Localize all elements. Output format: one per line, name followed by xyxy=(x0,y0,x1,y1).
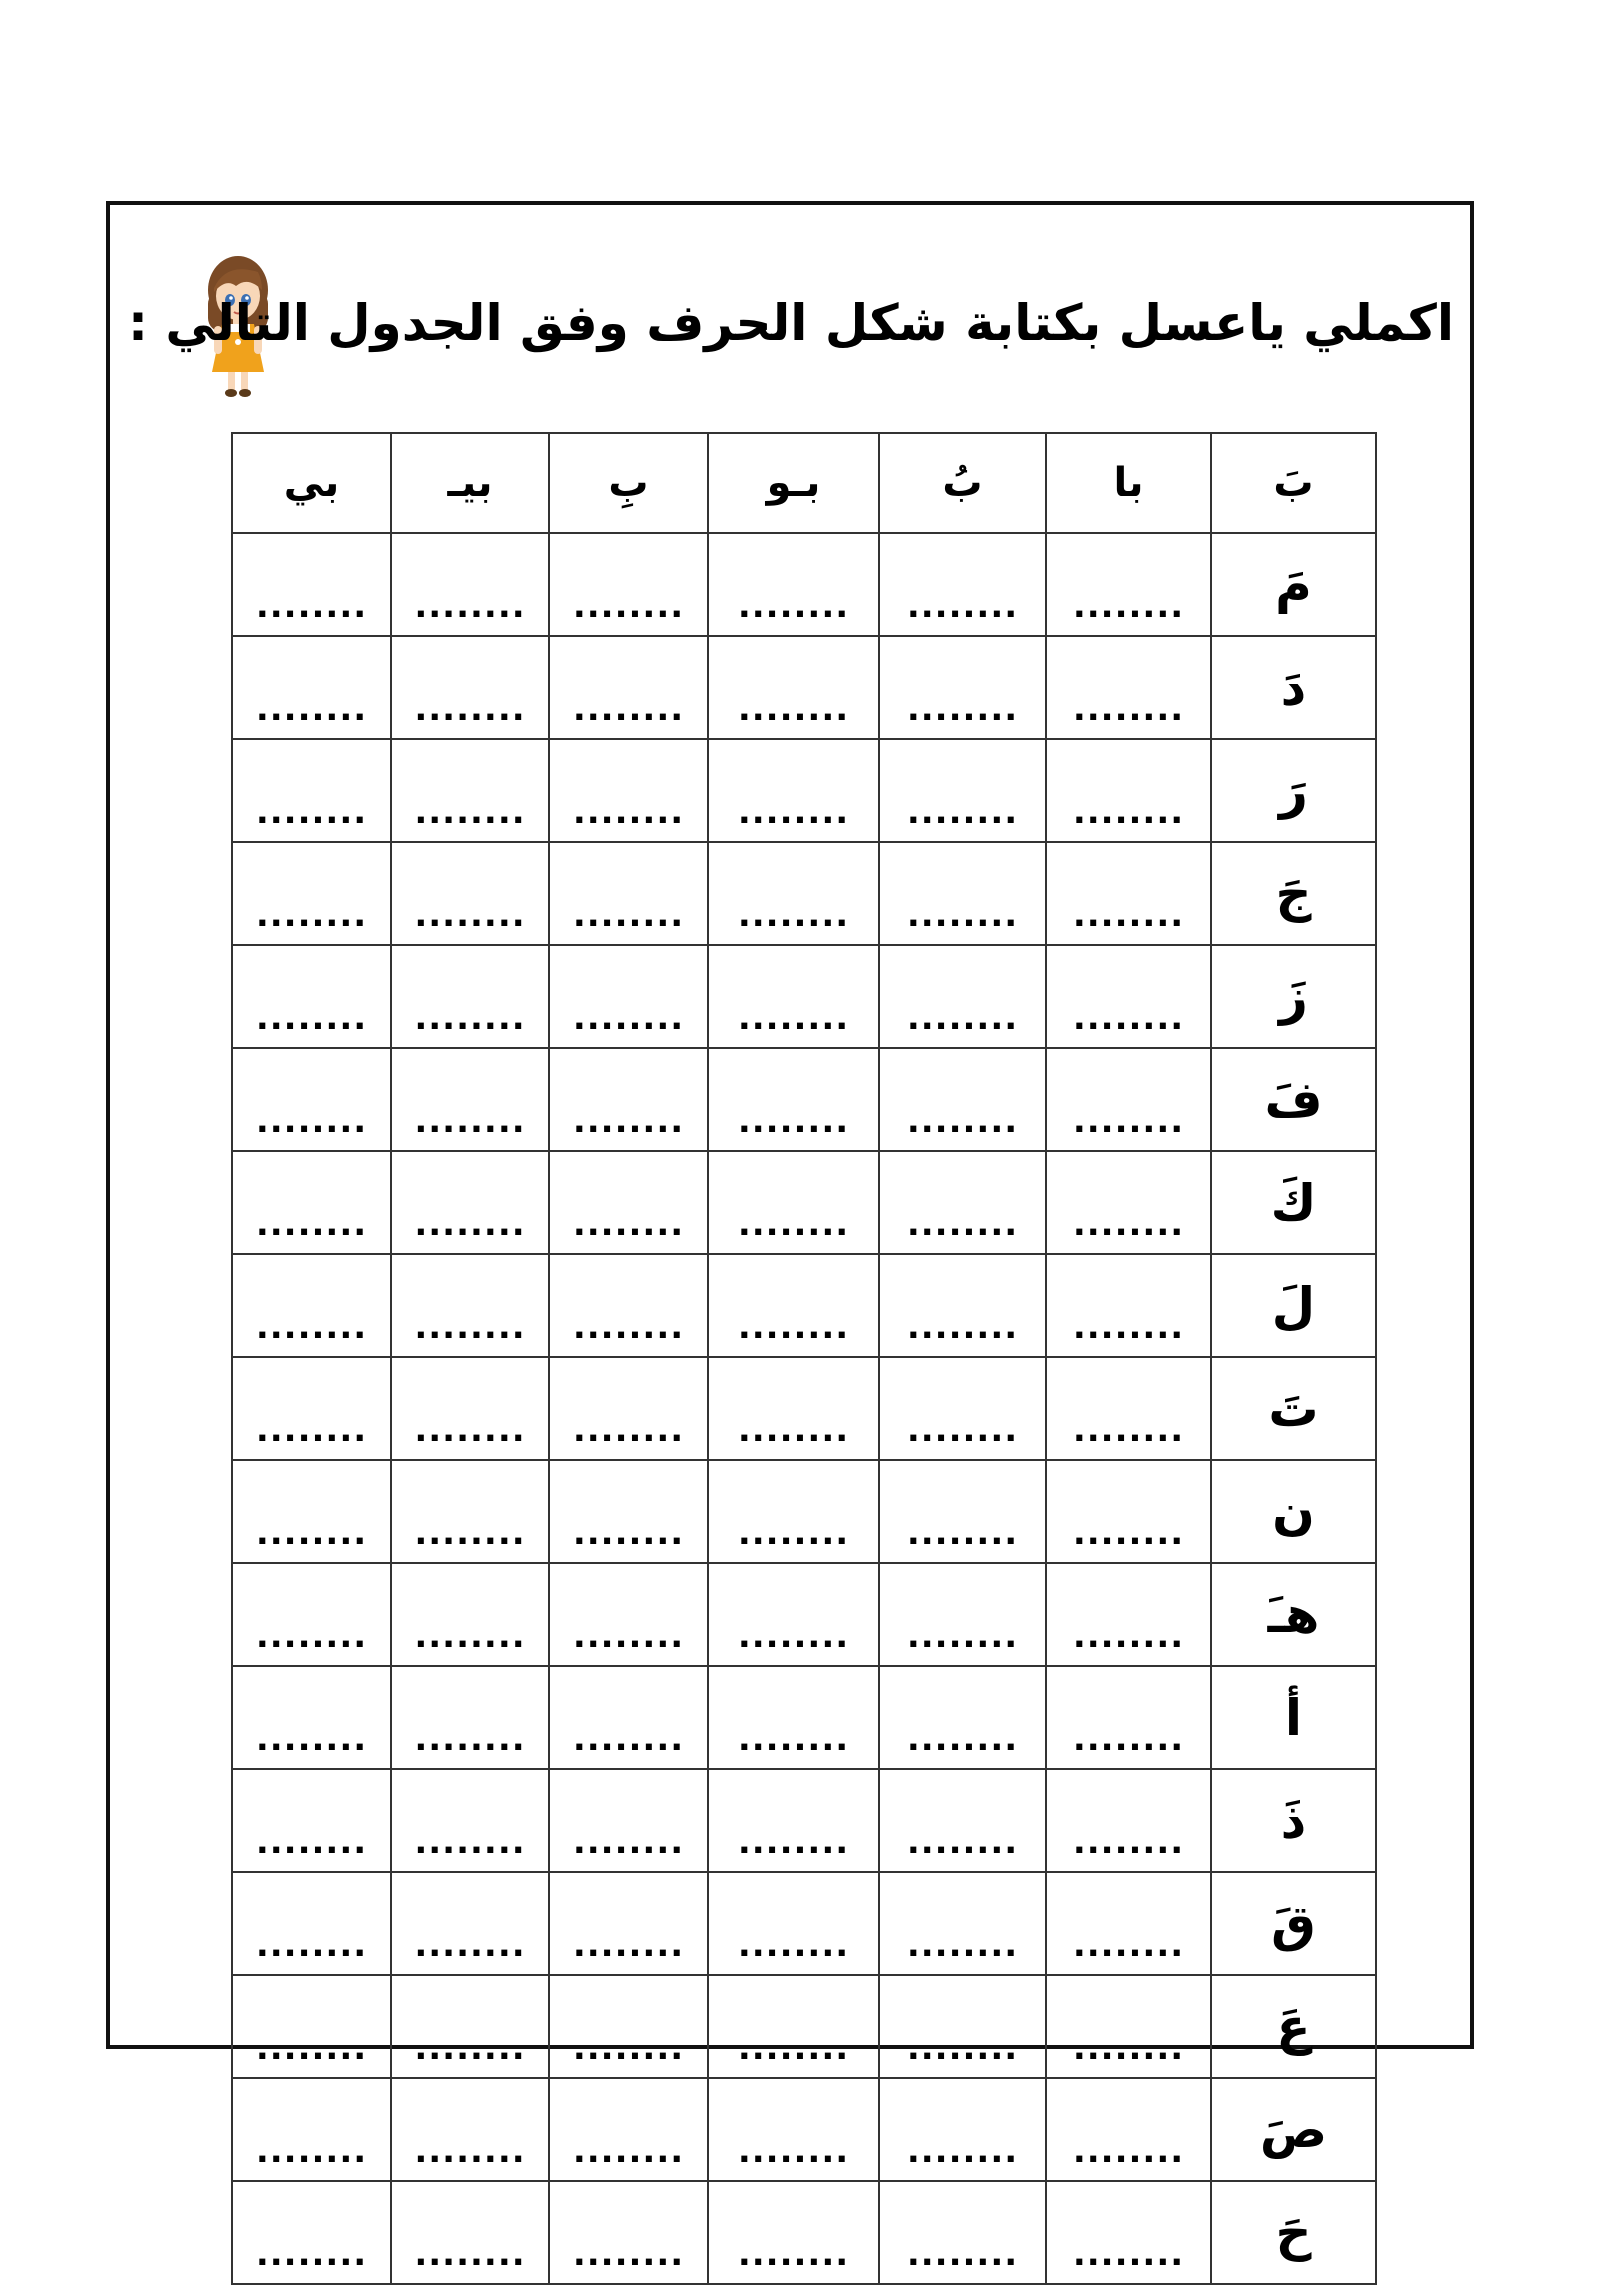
answer-blank[interactable]: ........ xyxy=(708,533,879,636)
answer-blank[interactable]: ........ xyxy=(1046,1048,1211,1151)
answer-blank[interactable]: ........ xyxy=(549,2181,708,2284)
answer-blank[interactable]: ........ xyxy=(1046,842,1211,945)
letter-cell: لَ xyxy=(1211,1254,1376,1357)
answer-blank[interactable]: ........ xyxy=(708,842,879,945)
table-row xyxy=(232,739,1376,842)
answer-blank[interactable]: ........ xyxy=(708,2078,879,2181)
table-row xyxy=(232,636,1376,739)
letter-cell: جَ xyxy=(1211,842,1376,945)
table-row xyxy=(232,1666,1376,1769)
answer-blank[interactable]: ........ xyxy=(879,842,1046,945)
answer-blank[interactable]: ........ xyxy=(549,636,708,739)
answer-blank[interactable]: ........ xyxy=(391,1872,549,1975)
answer-blank[interactable]: ........ xyxy=(708,1048,879,1151)
table-row xyxy=(232,533,1376,636)
answer-blank[interactable]: ........ xyxy=(232,1048,391,1151)
answer-blank[interactable]: ........ xyxy=(391,739,549,842)
answer-blank[interactable]: ........ xyxy=(549,1872,708,1975)
answer-blank[interactable]: ........ xyxy=(708,945,879,1048)
answer-blank[interactable]: ........ xyxy=(1046,1563,1211,1666)
answer-blank[interactable]: ........ xyxy=(232,2181,391,2284)
answer-blank[interactable]: ........ xyxy=(1046,945,1211,1048)
answer-blank[interactable]: ........ xyxy=(879,1769,1046,1872)
answer-blank[interactable]: ........ xyxy=(391,945,549,1048)
table-row xyxy=(232,2181,1376,2284)
answer-blank[interactable]: ........ xyxy=(879,1975,1046,2078)
answer-blank[interactable]: ........ xyxy=(1046,739,1211,842)
header-cell: بَ xyxy=(1211,433,1376,533)
letter-cell: صَ xyxy=(1211,2078,1376,2181)
answer-blank[interactable]: ........ xyxy=(391,1254,549,1357)
answer-blank[interactable]: ........ xyxy=(879,1151,1046,1254)
table-row xyxy=(232,2078,1376,2181)
answer-blank[interactable]: ........ xyxy=(391,1151,549,1254)
answer-blank[interactable]: ........ xyxy=(391,1666,549,1769)
answer-blank[interactable]: ........ xyxy=(1046,1666,1211,1769)
letter-cell: تَ xyxy=(1211,1357,1376,1460)
answer-blank[interactable]: ........ xyxy=(391,636,549,739)
answer-blank[interactable]: ........ xyxy=(232,945,391,1048)
answer-blank[interactable]: ........ xyxy=(708,1563,879,1666)
header-cell: بي xyxy=(232,433,391,533)
answer-blank[interactable]: ........ xyxy=(549,1048,708,1151)
answer-blank[interactable]: ........ xyxy=(391,1357,549,1460)
answer-blank[interactable]: ........ xyxy=(1046,1872,1211,1975)
answer-blank[interactable]: ........ xyxy=(708,1666,879,1769)
answer-blank[interactable]: ........ xyxy=(708,1151,879,1254)
letter-cell: هـَ xyxy=(1211,1563,1376,1666)
answer-blank[interactable]: ........ xyxy=(879,1460,1046,1563)
answer-blank[interactable]: ........ xyxy=(549,1254,708,1357)
answer-blank[interactable]: ........ xyxy=(391,1048,549,1151)
answer-blank[interactable]: ........ xyxy=(879,1357,1046,1460)
answer-blank[interactable]: ........ xyxy=(708,1872,879,1975)
letter-cell: كَ xyxy=(1211,1151,1376,1254)
answer-blank[interactable]: ........ xyxy=(1046,636,1211,739)
answer-blank[interactable]: ........ xyxy=(879,636,1046,739)
table-row xyxy=(232,1254,1376,1357)
answer-blank[interactable]: ........ xyxy=(879,533,1046,636)
answer-blank[interactable]: ........ xyxy=(708,1254,879,1357)
answer-blank[interactable]: ........ xyxy=(879,1254,1046,1357)
answer-blank[interactable]: ........ xyxy=(549,842,708,945)
letter-cell: عَ xyxy=(1211,1975,1376,2078)
answer-blank[interactable]: ........ xyxy=(708,636,879,739)
letter-cell: زَ xyxy=(1211,945,1376,1048)
letter-cell: رَ xyxy=(1211,739,1376,842)
answer-blank[interactable]: ........ xyxy=(549,1975,708,2078)
answer-blank[interactable]: ........ xyxy=(391,842,549,945)
answer-blank[interactable]: ........ xyxy=(708,1975,879,2078)
table-row xyxy=(232,945,1376,1048)
answer-blank[interactable]: ........ xyxy=(549,1460,708,1563)
answer-blank[interactable]: ........ xyxy=(391,1975,549,2078)
answer-blank[interactable]: ........ xyxy=(1046,1460,1211,1563)
answer-blank[interactable]: ........ xyxy=(391,533,549,636)
letter-cell: دَ xyxy=(1211,636,1376,739)
answer-blank[interactable]: ........ xyxy=(391,1460,549,1563)
answer-blank[interactable]: ........ xyxy=(391,1769,549,1872)
answer-blank[interactable]: ........ xyxy=(1046,1357,1211,1460)
answer-blank[interactable]: ........ xyxy=(1046,2078,1211,2181)
letter-cell: مَ xyxy=(1211,533,1376,636)
answer-blank[interactable]: ........ xyxy=(1046,1151,1211,1254)
header-cell: بيـ xyxy=(391,433,549,533)
answer-blank[interactable]: ........ xyxy=(879,1666,1046,1769)
table-row xyxy=(232,1048,1376,1151)
answer-blank[interactable]: ........ xyxy=(879,1872,1046,1975)
table-row xyxy=(232,842,1376,945)
answer-blank[interactable]: ........ xyxy=(879,1563,1046,1666)
answer-blank[interactable]: ........ xyxy=(1046,533,1211,636)
header-cell: بُ xyxy=(879,433,1046,533)
answer-blank[interactable]: ........ xyxy=(1046,2181,1211,2284)
table-header-row xyxy=(232,433,1376,533)
answer-blank[interactable]: ........ xyxy=(232,1769,391,1872)
answer-blank[interactable]: ........ xyxy=(1046,1254,1211,1357)
worksheet-title: اكملي ياعسل بكتابة شكل الحرف وفق الجدول التالي : xyxy=(128,294,1454,352)
letter-cell: فَ xyxy=(1211,1048,1376,1151)
answer-blank[interactable]: ........ xyxy=(232,1666,391,1769)
answer-blank[interactable]: ........ xyxy=(549,739,708,842)
answer-blank[interactable]: ........ xyxy=(549,1769,708,1872)
table-row xyxy=(232,1460,1376,1563)
table-row xyxy=(232,1563,1376,1666)
answer-blank[interactable]: ........ xyxy=(879,1048,1046,1151)
letter-cell: أ xyxy=(1211,1666,1376,1769)
answer-blank[interactable]: ........ xyxy=(708,739,879,842)
answer-blank[interactable]: ........ xyxy=(232,842,391,945)
answer-blank[interactable]: ........ xyxy=(708,1460,879,1563)
answer-blank[interactable]: ........ xyxy=(232,1254,391,1357)
answer-blank[interactable]: ........ xyxy=(391,1563,549,1666)
letter-cell: ذَ xyxy=(1211,1769,1376,1872)
answer-blank[interactable]: ........ xyxy=(549,533,708,636)
answer-blank[interactable]: ........ xyxy=(879,2078,1046,2181)
answer-blank[interactable]: ........ xyxy=(232,1563,391,1666)
answer-blank[interactable]: ........ xyxy=(879,2181,1046,2284)
letter-cell: ن xyxy=(1211,1460,1376,1563)
answer-blank[interactable]: ........ xyxy=(549,1357,708,1460)
header-cell: بـو xyxy=(708,433,879,533)
answer-blank[interactable]: ........ xyxy=(879,739,1046,842)
table-row xyxy=(232,1357,1376,1460)
answer-blank[interactable]: ........ xyxy=(708,1769,879,1872)
answer-blank[interactable]: ........ xyxy=(232,1460,391,1563)
answer-blank[interactable]: ........ xyxy=(1046,1769,1211,1872)
answer-blank[interactable]: ........ xyxy=(232,1872,391,1975)
answer-blank[interactable]: ........ xyxy=(232,1357,391,1460)
answer-blank[interactable]: ........ xyxy=(708,1357,879,1460)
table-row xyxy=(232,1975,1376,2078)
answer-blank[interactable]: ........ xyxy=(391,2181,549,2284)
answer-blank[interactable]: ........ xyxy=(708,2181,879,2284)
answer-blank[interactable]: ........ xyxy=(549,1563,708,1666)
answer-blank[interactable]: ........ xyxy=(879,945,1046,1048)
answer-blank[interactable]: ........ xyxy=(232,1975,391,2078)
answer-blank[interactable]: ........ xyxy=(232,2078,391,2181)
answer-blank[interactable]: ........ xyxy=(549,1151,708,1254)
answer-blank[interactable]: ........ xyxy=(232,739,391,842)
letter-forms-table xyxy=(231,432,1377,2285)
table-row xyxy=(232,1769,1376,1872)
answer-blank[interactable]: ........ xyxy=(549,1666,708,1769)
header-cell: با xyxy=(1046,433,1211,533)
header-cell: بِ xyxy=(549,433,708,533)
answer-blank[interactable]: ........ xyxy=(232,1151,391,1254)
answer-blank[interactable]: ........ xyxy=(549,2078,708,2181)
answer-blank[interactable]: ........ xyxy=(232,636,391,739)
answer-blank[interactable]: ........ xyxy=(549,945,708,1048)
letter-cell: حَ xyxy=(1211,2181,1376,2284)
letter-cell: قَ xyxy=(1211,1872,1376,1975)
answer-blank[interactable]: ........ xyxy=(232,533,391,636)
answer-blank[interactable]: ........ xyxy=(391,2078,549,2181)
table-row xyxy=(232,1151,1376,1254)
answer-blank[interactable]: ........ xyxy=(1046,1975,1211,2078)
table-row xyxy=(232,1872,1376,1975)
